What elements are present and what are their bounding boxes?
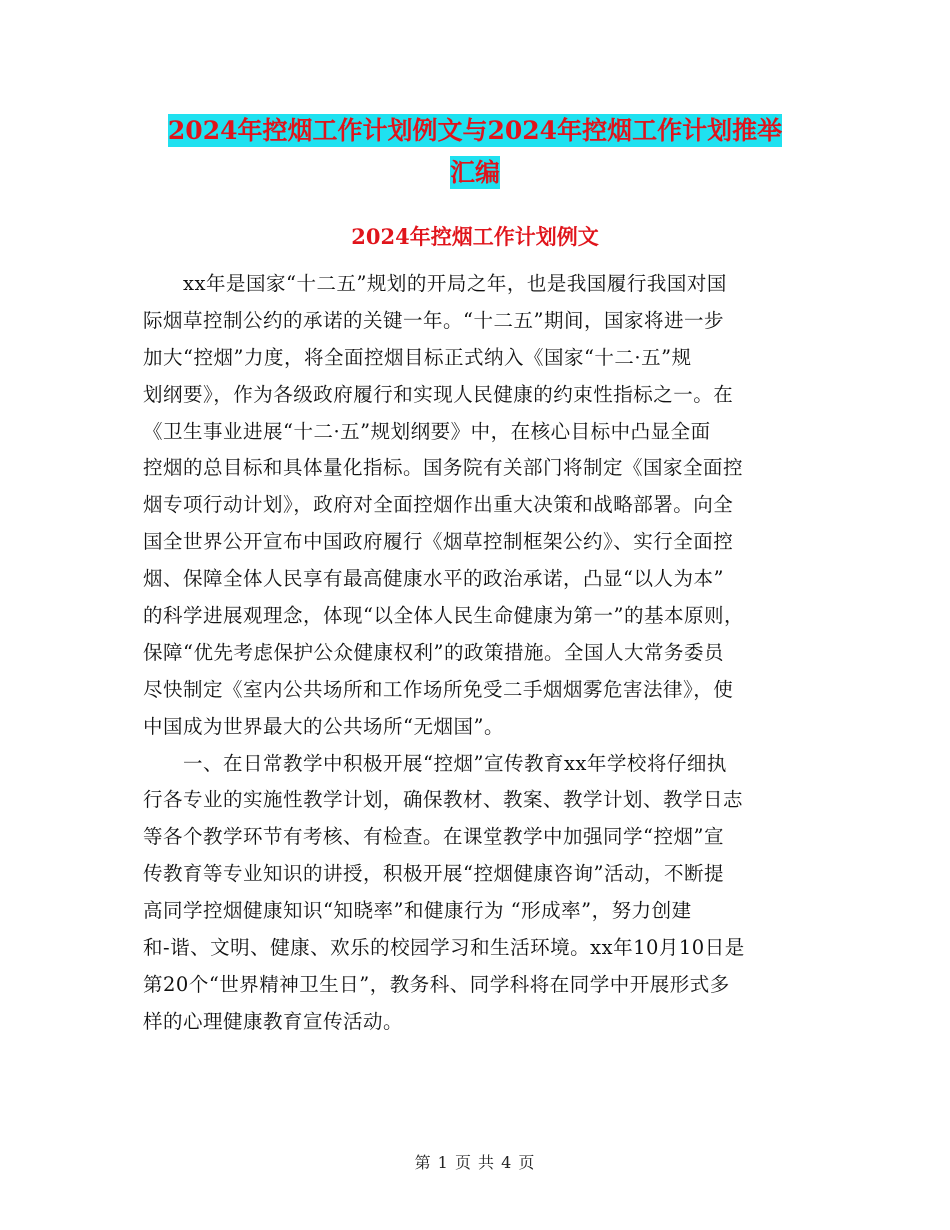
text-line: 划纲要》，作为各级政府履行和实现人民健康的约束性指标之一。在	[143, 382, 734, 406]
body-text	[143, 266, 803, 1041]
text-line: 烟、保障全体人民享有最高健康水平的政治承诺，凸显“以人为本”	[143, 567, 724, 591]
section-title: 2024年控烟工作计划例文	[351, 224, 599, 249]
text-line: 中国成为世界最大的公共场所“无烟国”。	[143, 714, 504, 738]
page-footer: 第 1 页 共 4 页	[414, 1153, 536, 1172]
text-line: 际烟草控制公约的承诺的关键一年。“十二五”期间，国家将进一步	[143, 308, 724, 332]
text-line: 高同学控烟健康知识“知晓率”和健康行为 “形成率”，努力创建	[143, 899, 692, 923]
text-line: 等各个教学环节有考核、有检查。在课堂教学中加强同学“控烟”宣	[143, 825, 724, 849]
text-line: 的科学进展观理念，体现“以全体人民生命健康为第一”的基本原则，	[143, 604, 744, 628]
text-line: 《卫生事业进展“十二·五”规划纲要》中，在核心目标中凸显全面	[143, 419, 711, 443]
title-line-1: 2024年控烟工作计划例文与2024年控烟工作计划推举	[167, 116, 783, 145]
text-line: 国全世界公开宣布中国政府履行《烟草控制框架公约》、实行全面控	[143, 530, 734, 554]
text-line: xx年是国家“十二五”规划的开局之年，也是我国履行我国对国	[183, 272, 727, 295]
text-line: 行各专业的实施性教学计划，确保教材、教案、教学计划、教学日志	[143, 788, 744, 812]
text-line: 传教育等专业知识的讲授，积极开展“控烟健康咨询”活动，不断提	[143, 862, 724, 886]
text-line: 样的心理健康教育宣传活动。	[143, 1009, 404, 1033]
text-line: 一、在日常教学中积极开展“控烟”宣传教育xx年学校将仔细执	[183, 751, 727, 775]
text-line: 和-谐、文明、健康、欢乐的校园学习和生活环境。xx年10月10日是	[143, 936, 745, 960]
title-line-2: 汇编	[449, 158, 500, 187]
text-line: 烟专项行动计划》，政府对全面控烟作出重大决策和战略部署。向全	[143, 493, 734, 517]
text-line: 保障“优先考虑保护公众健康权利”的政策措施。全国人大常务委员	[143, 640, 724, 664]
text-line: 第20个“世界精神卫生日”，教务科、同学科将在同学中开展形式多	[143, 972, 730, 996]
text-line: 控烟的总目标和具体量化指标。国务院有关部门将制定《国家全面控	[143, 456, 744, 480]
text-line: 加大“控烟”力度，将全面控烟目标正式纳入《国家“十二·五”规	[143, 345, 692, 369]
text-line: 尽快制定《室内公共场所和工作场所免受二手烟烟雾危害法律》，使	[143, 677, 734, 701]
document-title	[0, 110, 950, 194]
